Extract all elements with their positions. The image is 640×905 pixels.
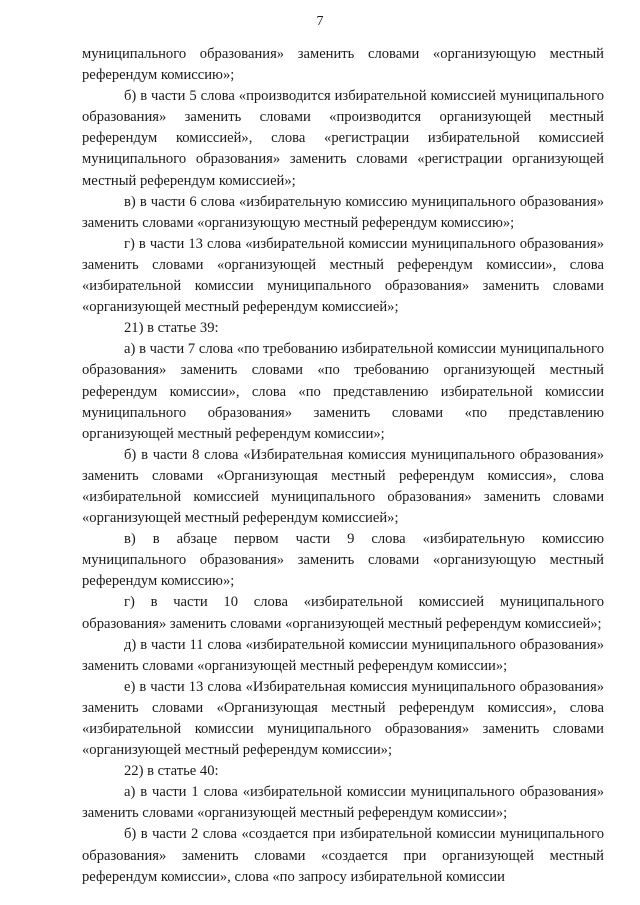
paragraph-item-v-part-6: в) в части 6 слова «избирательную комиссию муниципального образования» заменить словами «организующую местный референдум комиссию»; xyxy=(82,193,604,231)
paragraph-art39-item-e: е) в части 13 слова «Избирательная комиссия муниципального образования» заменить словами «Организующая местный референдум комиссия», слова «избирательной комиссии муниципального образования» заменить словами «организующей местный референдум комиссии»; xyxy=(82,678,604,759)
document-body xyxy=(82,44,604,888)
paragraph-art39-item-a: а) в части 7 слова «по требованию избирательной комиссии муниципального образования» заменить словами «по требованию организующей местный референдум комиссии», слова «по представлению избирательной комиссии муниципального образования» заменить словами «по представлению организующей местный референдум комиссии»; xyxy=(82,341,604,442)
paragraph-art39-item-d: д) в части 11 слова «избирательной комиссии муниципального образования» заменить словами «организующей местный референдум комиссии»; xyxy=(82,636,604,674)
paragraph-art39-item-b: б) в части 8 слова «Избирательная комиссия муниципального образования» заменить словами «Организующая местный референдум комиссия», слова «избирательной комиссией муниципального образования» заменить словами «организующей местный референдум комиссией»; xyxy=(82,446,604,527)
paragraph-art40-item-b: б) в части 2 слова «создается при избирательной комиссии муниципального образования» заменить словами «создается при организующей местный референдум комиссии», слова «по запросу избирательной комиссии xyxy=(82,826,604,885)
paragraph-item-b-part-5: б) в части 5 слова «производится избирательной комиссией муниципального образования» заменить словами «производится организующей местный референдум комиссией», слова «регистрации избирательной комиссией муниципального образования» заменить словами «регистрации организующей местный референдум комиссией»; xyxy=(82,88,604,189)
paragraph-item-g-part-13: г) в части 13 слова «избирательной комиссии муниципального образования» заменить словами «организующей местный референдум комиссии», слова «избирательной комиссии муниципального образования» заменить словами «организующей местный референдум комиссией»; xyxy=(82,235,604,316)
paragraph-art40-item-a: а) в части 1 слова «избирательной комиссии муниципального образования» заменить словами «организующей местный референдум комиссии»; xyxy=(82,784,604,822)
paragraph-art39-item-v: в) в абзаце первом части 9 слова «избирательную комиссию муниципального образования» заменить словами «организующую местный референдум комиссию»; xyxy=(82,531,604,590)
paragraph-article-39-heading: 21) в статье 39: xyxy=(124,320,219,337)
paragraph-article-40-heading: 22) в статье 40: xyxy=(124,763,219,780)
page-number: 7 xyxy=(316,14,324,29)
paragraph-continuation: муниципального образования» заменить словами «организующую местный референдум комиссию»; xyxy=(82,46,604,84)
paragraph-art39-item-g: г) в части 10 слова «избирательной комиссией муниципального образования» заменить словами «организующей местный референдум комиссией»; xyxy=(82,594,604,632)
